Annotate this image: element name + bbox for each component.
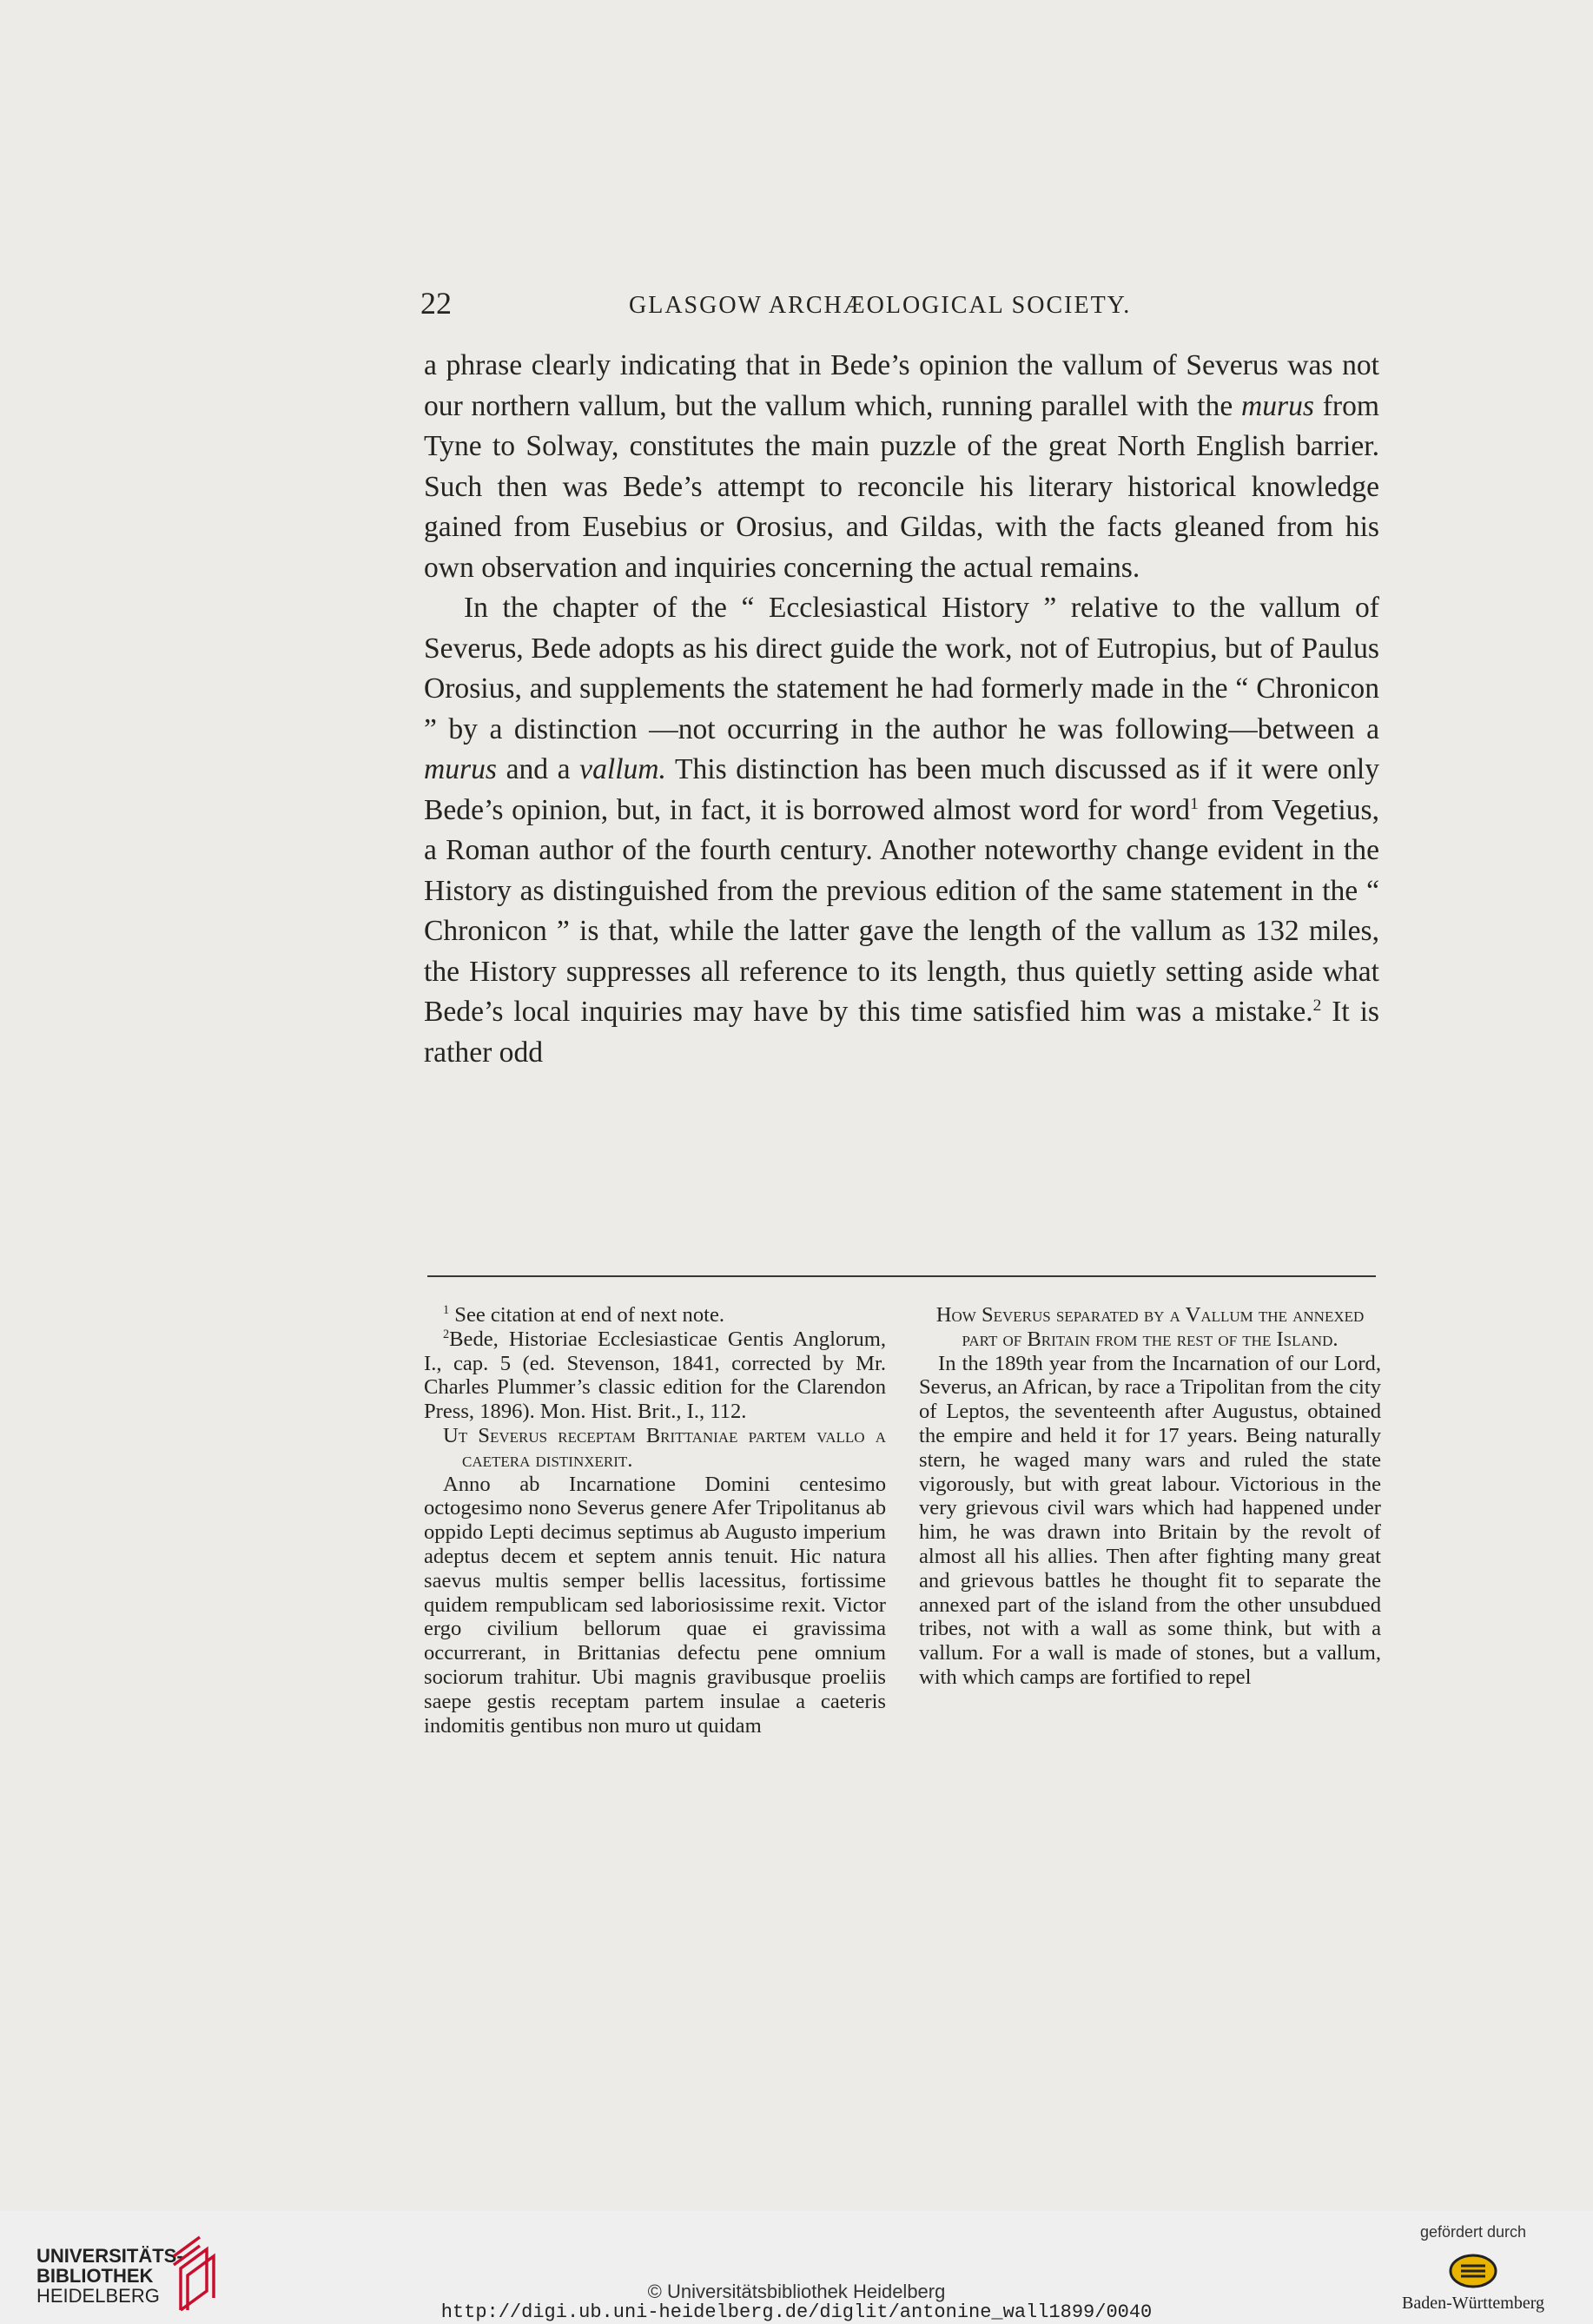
latin-text: Anno ab Incarnatione Domini centesimo octogesimo nono Severus genere Afer Tripolitanus ab oppido Lepti decimus septimus ab Augusto imperium adeptus decem et septem annis tenuit. Hic natura saevus multis semper bellis lacessitus, fortissime quidem rempublicam sed laboriosissime rexit. Victor ergo civilium bellorum quae ei gravissima occurrerant, in Brittanias defectu pene omnium sociorum trahitur. Ubi magnis gravibusque proeliis saepe gestis receptam partem insulae a caeteris indomitis gentibus non muro ut quidam (424, 1472, 886, 1738)
footnote-ref-1[interactable]: 1 (1190, 794, 1199, 813)
text-run: a phrase clearly indicating that in Bede’s opinion the vallum of Severus was not our northern vallum, but the vallum which, running parallel with the (424, 349, 1379, 422)
footnote-mark: 2 (443, 1327, 450, 1341)
body-text (424, 346, 1379, 1073)
footnote-ref-2[interactable]: 2 (1312, 996, 1322, 1015)
logo-text-line-1: UNIVERSITÄTS- (36, 2245, 183, 2267)
footnote-rule (427, 1275, 1376, 1277)
text-run: This distinction has been much discussed as if it were only Bede’s opinion, but, in fact, it is borrowed almost word for word (424, 753, 1379, 826)
copyright-notice: © Universitätsbibliothek Heidelberg (647, 2281, 946, 2302)
footnote-column-latin (424, 1303, 886, 1738)
state-coat-of-arms-icon (1449, 2254, 1497, 2288)
logo-text-line-3: HEIDELBERG (36, 2285, 160, 2307)
italic-term: murus (424, 753, 497, 785)
english-heading: How Severus separated by a Vallum the annexed part of Britain from the rest of the Island. (935, 1303, 1365, 1351)
latin-heading: Ut Severus receptam Brittaniae partem vallo a caetera distinxerit. (443, 1423, 886, 1472)
page-header (420, 285, 1376, 328)
footnote-column-english (919, 1303, 1381, 1690)
paragraph-2 (424, 588, 1379, 1073)
footnote-text: Bede, Historiae Ecclesiasticae Gentis Anglorum, I., cap. 5 (ed. Stevenson, 1841, corrected by Mr. Charles Plummer’s classic edition for the Clarendon Press, 1896). Mon. Hist. Brit., I., 112. (424, 1327, 886, 1424)
viewer-footer (0, 2211, 1593, 2324)
text-run: In the chapter of the “ Ecclesiastical History ” relative to the vallum of Severus, Bede adopts as his direct guide the work, not of Eutropius, but of Paulus Orosius, and supplements the statement he had formerly made in the “ Chronicon ” by a distinction —not occurring in the author he was following—between a (424, 592, 1379, 745)
footnote-text: See citation at end of next note. (449, 1303, 725, 1327)
sponsor-block[interactable] (1378, 2223, 1569, 2314)
text-run: It is rather odd (424, 996, 1379, 1069)
text-run: and a (496, 753, 580, 785)
italic-term: murus (1241, 389, 1314, 422)
running-head: GLASGOW ARCHÆOLOGICAL SOCIETY. (629, 292, 1132, 319)
sponsor-label: gefördert durch (1419, 2223, 1527, 2241)
logo-text-line-2: BIBLIOTHEK (36, 2265, 154, 2287)
footnote-1 (424, 1303, 886, 1328)
page-number: 22 (420, 286, 452, 321)
paragraph-1 (424, 346, 1379, 588)
english-text: In the 189th year from the Incarnation of our Lord, Severus, an African, by race a Tripolitan from the city of Leptos, the seventeenth after Augustus, obtained the empire and held it for 17 years. Being naturally stern, he waged many wars and ruled the state vigorously, but with great labour. Victorious in the very grievous civil wars which had happened under him, he was drawn into Britain by the revolt of almost all his allies. Then after fighting many great and grievous battles he thought fit to separate the annexed part of the island from the other unsubdued tribes, not with a wall as some think, but with a vallum. For a wall is made of stones, but a vallum, with which camps are fortified to repel (919, 1351, 1381, 1689)
footnote-mark: 1 (443, 1302, 450, 1317)
footnote-2 (424, 1328, 886, 1424)
sponsor-name: Baden-Württemberg (1401, 2294, 1544, 2313)
text-run: from Vegetius, a Roman author of the fourth century. Another noteworthy change evident in the History as distinguished from the previous edition of the same statement in the “ Chronicon ” is that, while the latter gave the length of the vallum as 132 miles, the History suppresses all reference to its length, thus quietly setting aside what Bede’s local inquiries may have by this time satisfied him was a mistake. (424, 793, 1380, 1028)
text-run: from Tyne to Solway, constitutes the main puzzle of the great North English barrier. Such then was Bede’s attempt to reconcile his literary historical knowledge gained from Eusebius or Orosius, and Gildas, with the facts gleaned from his own observation and inquiries concerning the actual remains. (424, 389, 1379, 584)
footnotes (424, 1303, 1379, 1903)
italic-term: vallum. (579, 753, 666, 785)
permalink[interactable]: http://digi.ub.uni-heidelberg.de/diglit/antonine_wall1899/0040 (440, 2301, 1153, 2323)
